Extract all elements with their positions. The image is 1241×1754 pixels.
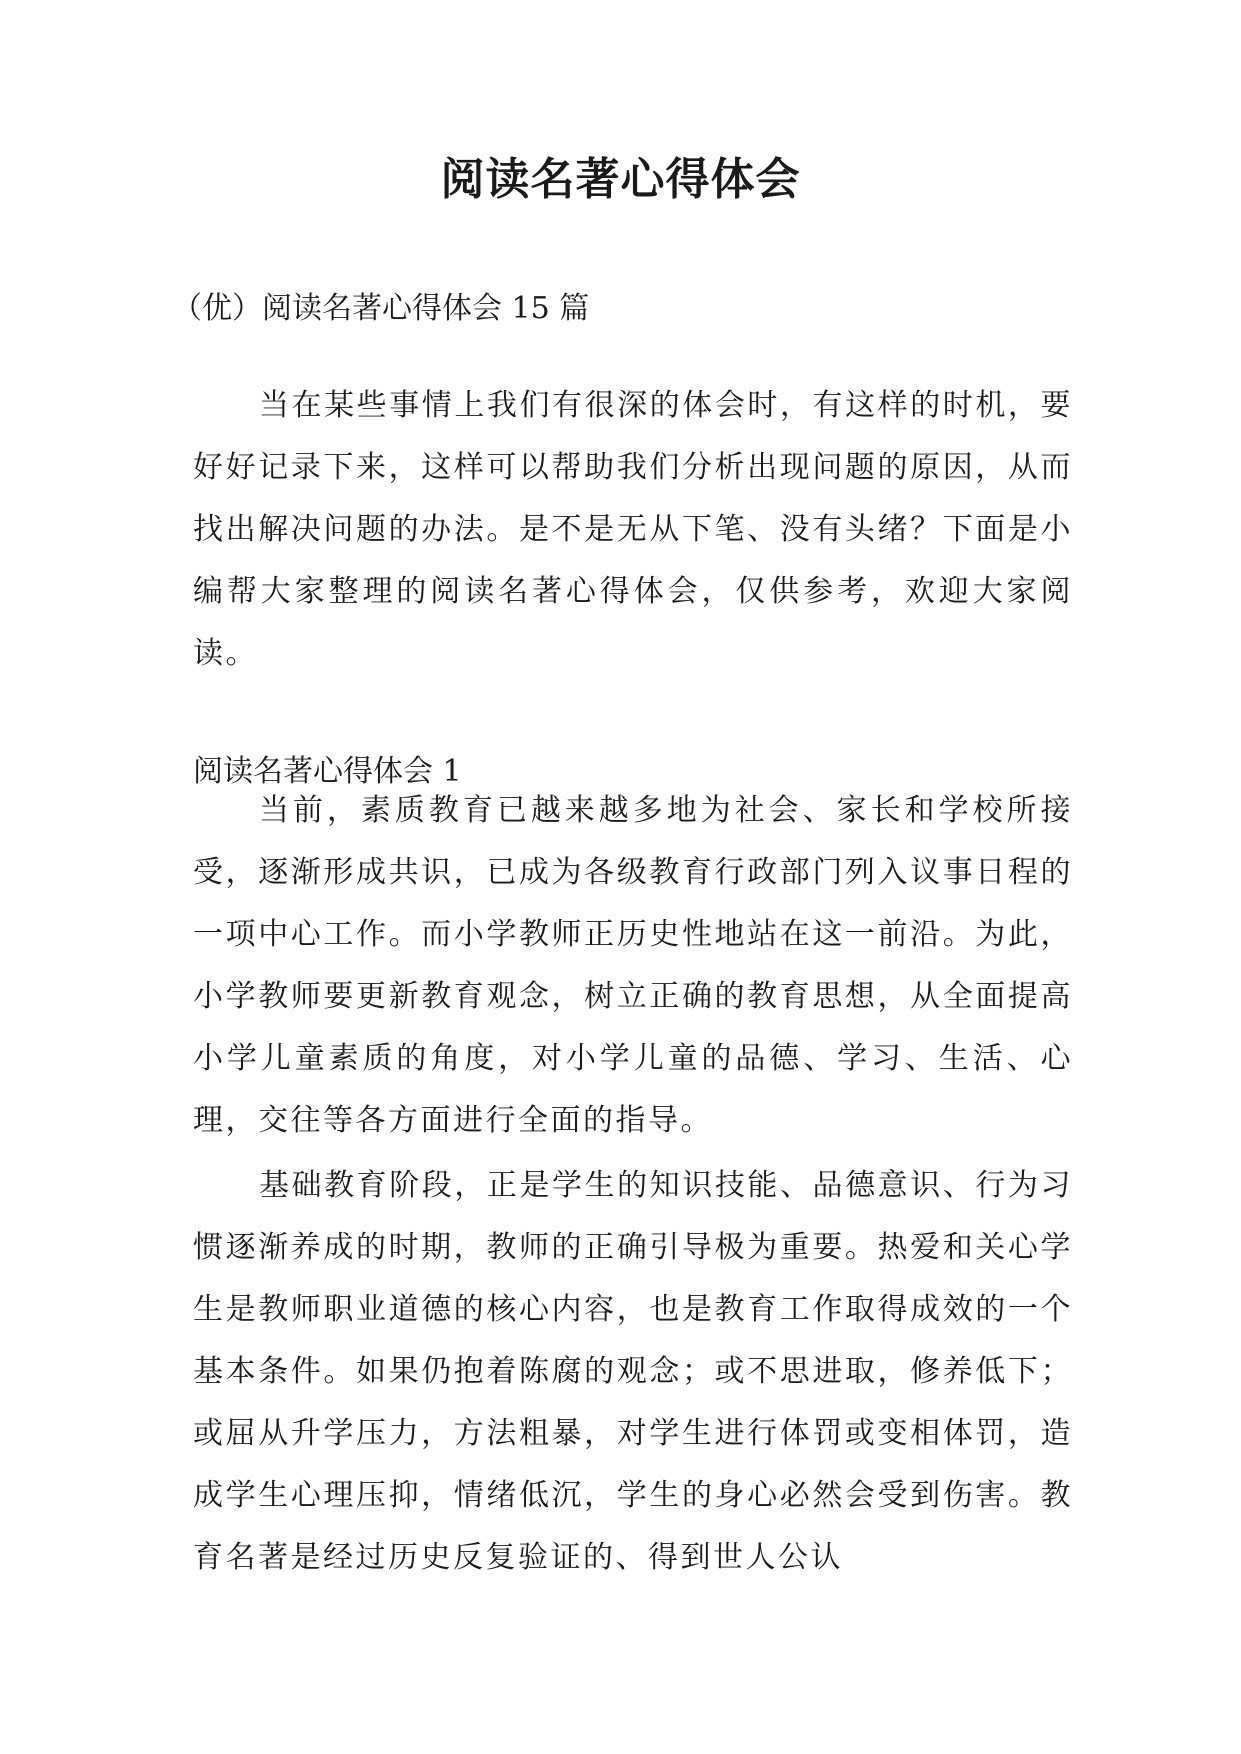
document-subtitle: （优）阅读名著心得体会 15 篇 — [172, 291, 590, 326]
body-paragraph-2: 基础教育阶段，正是学生的知识技能、品德意识、行为习惯逐渐养成的时期，教师的正确引导极为重要。热爱和关心学生是教师职业道德的核心内容，也是教育工作取得成效的一个基本条件。如果仍抱着陈腐的观念；或不思进取，修养低下；或屈从升学压力，方法粗暴，对学生进行体罚或变相体罚，造成学生心理压抑，情绪低沉，学生的身心必然会受到伤害。教育名著是经过历史反复验证的、得到世人公认 — [193, 1168, 1073, 1575]
intro-paragraph: 当在某些事情上我们有很深的体会时，有这样的时机，要好好记录下来，这样可以帮助我们分析出现问题的原因，从而找出解决问题的办法。是不是无从下笔、没有头绪？下面是小编帮大家整理的阅读名著心得体会，仅供参考，欢迎大家阅读。 — [193, 388, 1073, 671]
document-title: 阅读名著心得体会 — [440, 154, 801, 205]
body-paragraph-1: 当前，素质教育已越来越多地为社会、家长和学校所接受，逐渐形成共识，已成为各级教育行政部门列入议事日程的一项中心工作。而小学教师正历史性地站在这一前沿。为此，小学教师要更新教育观念，树立正确的教育思想，从全面提高小学儿童素质的角度，对小学儿童的品德、学习、生活、心理，交往等各方面进行全面的指导。 — [193, 793, 1073, 1138]
section-heading: 阅读名著心得体会 1 — [193, 754, 462, 789]
